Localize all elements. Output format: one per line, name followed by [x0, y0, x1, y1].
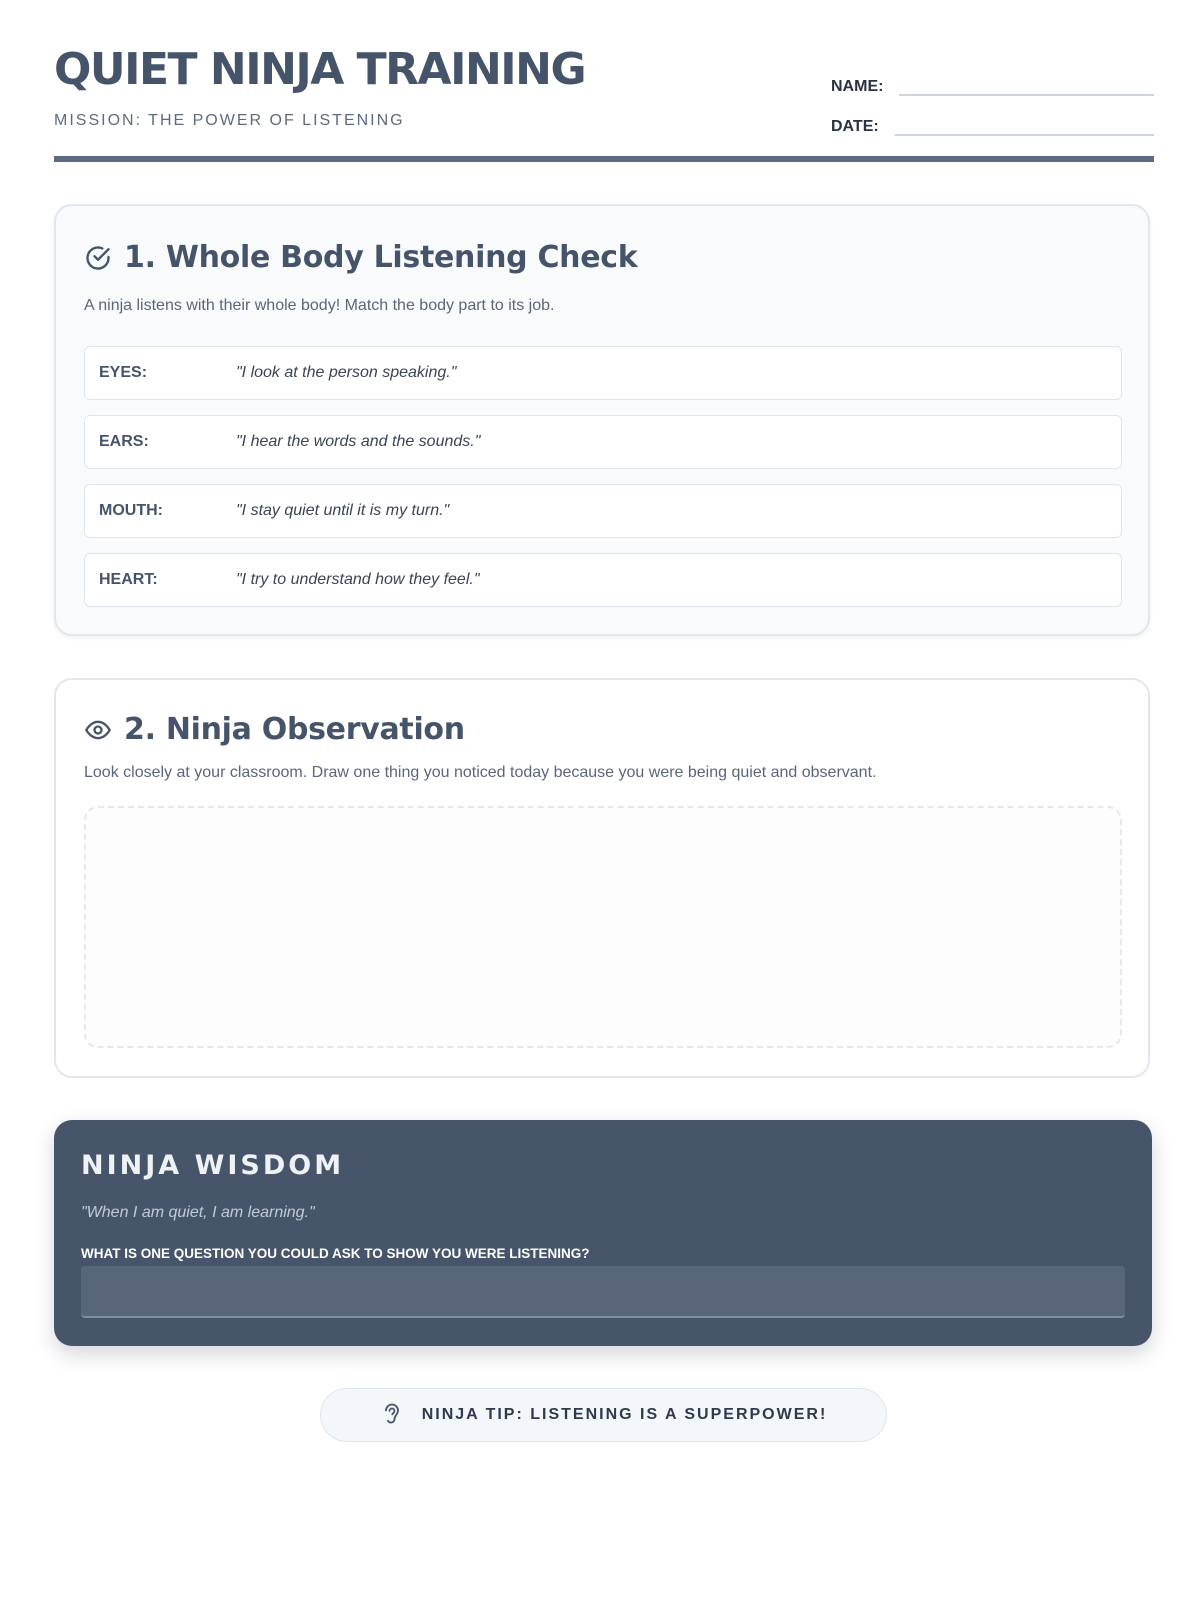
body-part-job: "I stay quiet until it is my turn."	[236, 502, 450, 519]
listening-check-heading	[84, 240, 637, 275]
check-circle-icon	[84, 244, 112, 272]
drawing-area[interactable]	[84, 806, 1122, 1048]
wisdom-question: WHAT IS ONE QUESTION YOU COULD ASK TO SHOW YOU WERE LISTENING?	[81, 1246, 590, 1261]
header-divider	[54, 156, 1154, 162]
ninja-wisdom-panel	[54, 1120, 1152, 1346]
page-subtitle: MISSION: THE POWER OF LISTENING	[54, 112, 405, 129]
observation-card	[54, 678, 1150, 1078]
name-label: NAME:	[831, 78, 884, 95]
observation-title: 2. Ninja Observation	[124, 712, 465, 747]
body-part-label: MOUTH:	[99, 502, 163, 519]
body-part-label: EARS:	[99, 433, 149, 450]
list-item[interactable]	[84, 415, 1122, 469]
observation-description: Look closely at your classroom. Draw one thing you noticed today because you were being quiet and observant.	[84, 764, 877, 781]
ear-icon	[380, 1401, 404, 1429]
name-field-row	[831, 70, 1154, 96]
observation-heading	[84, 712, 465, 747]
page-title: QUIET NINJA TRAINING	[54, 44, 586, 95]
date-field-row	[831, 110, 1154, 136]
body-part-job: "I look at the person speaking."	[236, 364, 457, 381]
listening-check-description: A ninja listens with their whole body! Match the body part to its job.	[84, 297, 555, 314]
list-item[interactable]	[84, 484, 1122, 538]
body-part-job: "I try to understand how they feel."	[236, 571, 480, 588]
tip-text: NINJA TIP: LISTENING IS A SUPERPOWER!	[421, 1406, 828, 1423]
listening-check-title: 1. Whole Body Listening Check	[124, 240, 638, 275]
eye-icon	[84, 716, 112, 744]
body-part-job: "I hear the words and the sounds."	[236, 433, 481, 450]
list-item[interactable]	[84, 346, 1122, 400]
wisdom-title: NINJA WISDOM	[81, 1150, 345, 1181]
date-field[interactable]	[895, 110, 1154, 136]
body-part-label: HEART:	[99, 571, 158, 588]
name-field[interactable]	[899, 70, 1154, 96]
wisdom-answer-field[interactable]	[81, 1266, 1125, 1318]
worksheet-header	[54, 0, 1154, 163]
list-item[interactable]	[84, 553, 1122, 607]
ninja-tip-badge	[320, 1388, 887, 1442]
wisdom-quote: "When I am quiet, I am learning."	[81, 1204, 315, 1221]
worksheet-page	[54, 0, 1154, 1423]
body-part-label: EYES:	[99, 364, 148, 381]
body-part-list	[84, 346, 1122, 622]
date-label: DATE:	[831, 118, 879, 135]
listening-check-card	[54, 204, 1150, 636]
